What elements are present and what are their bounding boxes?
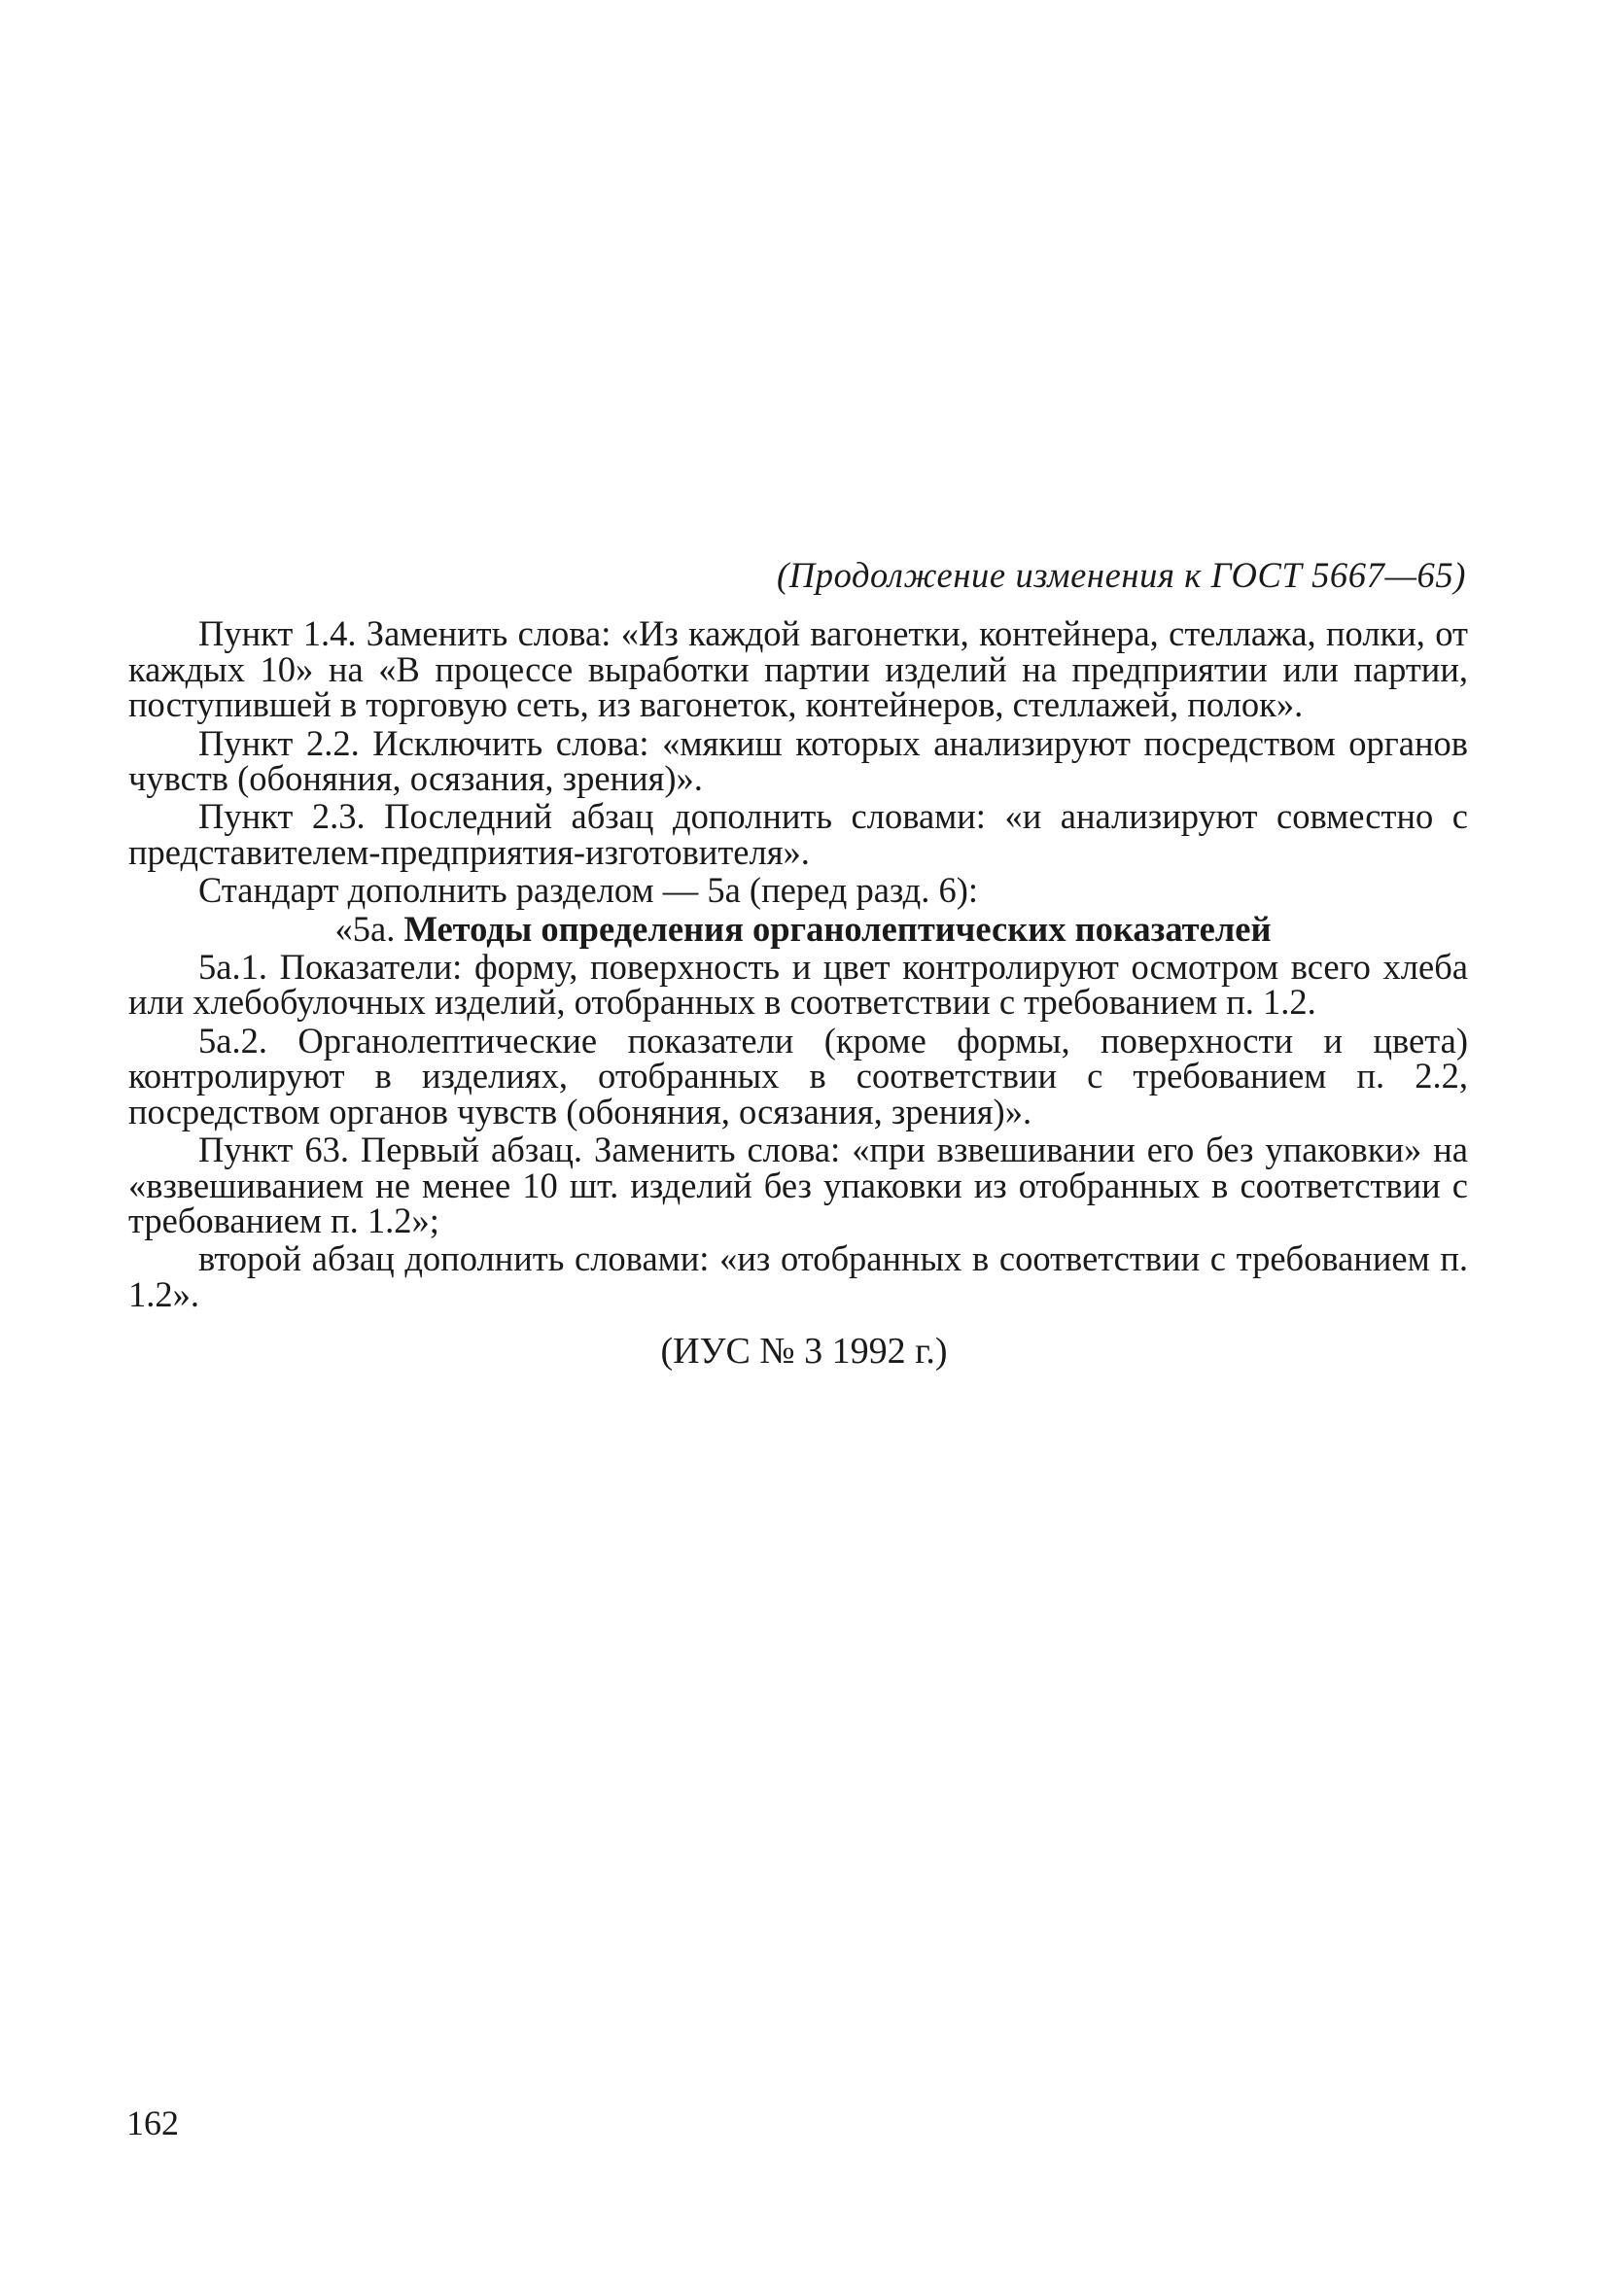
section-heading-prefix: «5а. [334,908,404,949]
paragraph-item-2-3: Пункт 2.3. Последний абзац дополнить словами: «и анализируют совместно с представителем-предприятия-изготовителя». [128,796,1468,872]
section-heading-title: Методы определения органолептических показателей [403,908,1272,949]
source-note: (ИУС № 3 1992 г.) [660,1331,948,1373]
continuation-header: (Продолжение изменения к ГОСТ 5667—65) [777,555,1466,595]
paragraph-item-1-4: Пункт 1.4. Заменить слова: «Из каждой вагонетки, контейнера, стеллажа, полки, от каждых 10» на «В процессе выработки партии изделий на предприятии или партии, поступившей в торговую сеть, из вагонеток, контейнеров, стеллажей, полок». [128,613,1468,725]
page-number: 162 [126,2104,179,2142]
paragraph-item-6-3: Пункт 63. Первый абзац. Заменить слова: «при взвешивании его без упаковки» на «взвешиванием не менее 10 шт. изделий без упаковки из отобранных в соответствии с требованием п. 1.2»; [128,1130,1468,1240]
document-body [128,555,1468,1407]
paragraph-5a-2: 5а.2. Органолептические показатели (кроме формы, поверхности и цвета) контролируют в изделиях, отобранных в соответствии с требованием п. 2.2, посредством органов чувств (обоняния, осязания, зрения)». [128,1020,1468,1131]
paragraph-add-section: Стандарт дополнить разделом — 5а (перед разд. 6): [198,870,979,911]
paragraph-item-2-2: Пункт 2.2. Исключить слова: «мякиш которых анализируют посредством органов чувств (обоняния, осязания, зрения)». [128,722,1468,799]
paragraph-second-abzac: второй абзац дополнить словами: «из отобранных в соответствии с требованием п. 1.2». [128,1238,1468,1314]
paragraph-5a-1: 5а.1. Показатели: форму, поверхность и цвет контролируют осмотром всего хлеба или хлебобулочных изделий, отобранных в соответствии с требованием п. 1.2. [128,947,1468,1023]
section-heading [128,908,1468,949]
